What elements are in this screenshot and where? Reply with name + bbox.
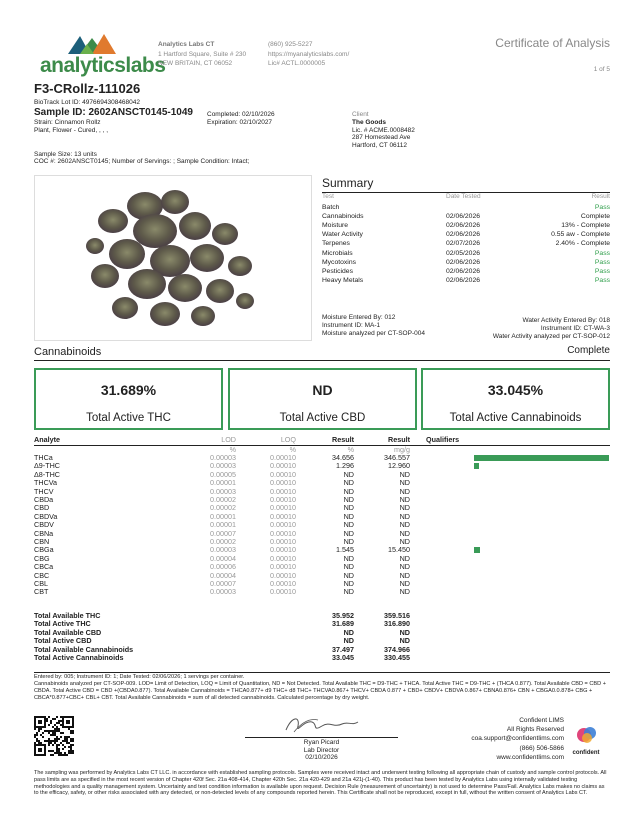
analyte-result-pct: ND [343,562,354,572]
analyte-result-pct: ND [343,503,354,513]
analyte-result-mg: ND [399,570,410,580]
cannabinoids-title: Cannabinoids [34,346,102,358]
client-name: The Goods [352,118,386,126]
summary-row [322,259,610,268]
summary-row [322,213,610,222]
summary-row [322,240,610,249]
expiration-date: Expiration: 02/10/2027 [207,119,273,126]
summary-test: Mycotoxins [322,258,356,266]
analyte-name: THCa [34,453,53,462]
summary-section [322,176,610,346]
analyte-name: CBNa [34,528,54,538]
summary-test: Heavy Metals [322,276,364,284]
coc-info: COC #: 2602ANSCT0145; Number of Servings: ; Sample Condition: Intact; [34,158,250,165]
total-active-cbd-label: Total Active CBD [279,412,366,424]
analyte-result-pct: ND [343,570,354,580]
summary-row [322,231,610,240]
analyte-result-mg: 12.960 [388,461,410,471]
analyte-result-mg: ND [399,537,410,546]
total-name: Total Available THC [34,611,101,620]
analyte-row [34,479,610,487]
analyte-loq: 0.00010 [270,553,296,563]
summary-result: Pass [594,258,610,266]
product-name: F3-CRollz-111026 [34,81,141,96]
summary-date: 02/06/2026 [446,267,481,275]
total-result-mg: 374.966 [384,644,410,654]
analyte-loq: 0.00010 [270,461,296,471]
analyte-row [34,454,610,462]
lab-phone: (860) 925-5227 [268,41,313,48]
analyte-lod: 0.00006 [210,562,236,572]
summary-row [322,204,610,213]
analyte-result-mg: ND [399,587,410,597]
summary-test: Batch [322,204,340,211]
total-row [34,629,610,637]
analyte-lod: 0.00001 [210,511,236,521]
cannabinoid-notes-2: Cannabinoids analyzed per CT-SOP-009. LOD= Limit of Detection, LOQ = Limit of Quantitation, ND = Not Detected. Total Available THC = D9-THC + THCA. Total Active THC = D9-THC + (THCA 0.877). Total Available CBD = CBD + CBDA. Total Active CBD = CBD +(CBDA0.877). Total Available Cannabinoids = THCA0.877+ d9 THC+ d8 THC+ THCVA0.867+ THCV+ CBDA 0.877 + CBD+ CBDV+ CBDVA 0.867+ CBNA0.876+ CBN + CBGA0.0.878+ CBG + CBCA*0.877+CBC+ CBL+ CBT. Total Available Cannabinoids = sum of all detected cannabinoids. Calculated percentage by dry weight. [34,681,607,701]
analyte-name: Δ8-THC [34,469,60,479]
analyte-row [34,513,610,521]
analyte-result-mg: ND [399,478,410,488]
analyte-loq: 0.00010 [270,520,296,530]
analyte-lod: 0.00007 [210,579,236,588]
wa-entered: Water Activity Entered By: 018 [522,317,610,324]
total-active-cbd-box [228,368,417,430]
signature-icon [282,712,362,738]
sample-type: Plant, Flower - Cured, , , , [34,127,109,134]
summary-test: Water Activity [322,231,363,239]
unit-loq: % [289,445,296,454]
sample-id: Sample ID: 2602ANSCT0145-1049 [34,107,193,118]
cannabinoids-status: Complete [567,345,610,356]
summary-date: 02/06/2026 [446,276,481,284]
analyte-name: CBT [34,587,49,597]
analyte-result-pct: ND [343,469,354,479]
analyte-lod: 0.00002 [210,537,236,546]
wa-instrument: Instrument ID: CT-WA-3 [540,325,610,332]
summary-test: Cannabinoids [322,213,364,221]
cannabis-flower-image [35,176,311,340]
total-result-pct: 33.045 [332,653,354,662]
confident-email[interactable]: coa.support@confidentlims.com [471,735,564,743]
moisture-entered: Moisture Entered By: 012 [322,314,396,321]
analyte-result-pct: 34.656 [332,453,354,462]
analyte-result-mg: 346.557 [384,453,410,462]
confident-website[interactable]: www.confidentlims.com [496,753,564,761]
analyte-loq: 0.00010 [270,469,296,479]
summary-result: 13% - Complete [561,222,610,230]
analyte-result-mg: ND [399,495,410,504]
col-analyte: Analyte [34,435,60,444]
analyte-name: CBC [34,570,50,580]
confident-line2: All Rights Reserved [506,726,564,734]
total-result-pct: 35.952 [332,611,354,620]
summary-date: 02/06/2026 [446,258,481,266]
analyte-loq: 0.00010 [270,528,296,538]
analyte-lod: 0.00002 [210,503,236,513]
analyte-result-mg: ND [399,469,410,479]
analyte-row [34,572,610,580]
strain: Strain: Cinnamon Rollz [34,119,101,126]
analyte-name: CBN [34,537,50,546]
analyte-result-pct: ND [343,537,354,546]
total-result-mg: 359.516 [384,611,410,620]
confident-phone: (866) 506-5866 [519,744,564,752]
unit-lod: % [229,445,236,454]
analyte-name: CBGa [34,545,54,555]
signer-name: Ryan Picard [303,739,340,746]
client-city: Hartford, CT 06112 [352,142,408,150]
lab-website[interactable]: https://myanalyticslabs.com/ [268,50,350,58]
analyte-row [34,521,610,529]
analyte-result-pct: ND [343,495,354,504]
analyte-name: CBDV [34,520,54,530]
total-active-cannabinoids-value: 33.045% [487,382,544,398]
analyte-lod: 0.00002 [210,495,236,504]
total-result-pct: 37.497 [332,644,354,654]
signer-title: Lab Director [303,746,340,754]
analyte-result-mg: ND [399,486,410,496]
summary-row [322,277,610,286]
analyte-lod: 0.00005 [210,469,236,479]
analyte-result-pct: ND [343,587,354,597]
total-result-pct: ND [343,636,354,646]
analyte-result-mg: ND [399,579,410,588]
lab-name: Analytics Labs CT [158,41,215,48]
analyte-loq: 0.00010 [270,503,296,513]
summary-test: Microbials [322,249,353,257]
doc-title: Certificate of Analysis [495,36,610,50]
analyte-result-mg: ND [399,528,410,538]
analyte-name: CBG [34,553,50,563]
summary-test: Pesticides [322,267,353,275]
analyte-result-pct: ND [343,520,354,530]
summary-date: 02/05/2026 [446,249,481,257]
analyte-lod: 0.00003 [210,587,236,597]
analyte-lod: 0.00004 [210,553,236,563]
total-active-thc-label: Total Active THC [86,412,171,424]
analyte-name: CBD [34,503,50,513]
analyte-lod: 0.00001 [210,478,236,488]
total-result-pct: ND [343,627,354,637]
analyte-loq: 0.00010 [270,579,296,588]
summary-date: 02/07/2026 [446,240,481,248]
analyte-name: CBDVa [34,511,58,521]
completed-date: Completed: 02/10/2026 [207,111,275,118]
wa-sop: Water Activity analyzed per CT-SOP-012 [492,333,610,340]
analyte-row [34,555,610,563]
total-result-pct: 31.689 [332,619,354,629]
total-name: Total Active THC [34,619,91,629]
col-result-mg: Result [388,435,410,444]
summary-date: 02/06/2026 [446,222,481,230]
analyte-row [34,563,610,571]
analyte-row [34,496,610,504]
sample-size: Sample Size: 13 units [34,151,97,158]
summary-result: Pass [594,204,610,211]
summary-col-result: Result [591,193,610,200]
total-row [34,612,610,620]
analyte-result-mg: ND [399,520,410,530]
analyte-result-mg: ND [399,562,410,572]
lab-address-line1: 1 Hartford Square, Suite # 230 [158,50,247,58]
moisture-instrument: Instrument ID: MA-1 [322,322,381,329]
analyte-row [34,538,610,546]
summary-result: Complete [580,213,610,221]
unit-result-pct: % [347,445,354,454]
analyte-result-pct: ND [343,528,354,538]
analyte-name: THCVa [34,478,58,488]
total-name: Total Available CBD [34,627,102,637]
confident-line1: Confident LIMS [519,717,564,724]
analyte-result-pct: ND [343,486,354,496]
total-name: Total Active CBD [34,636,92,646]
summary-row [322,250,610,259]
cannabinoid-notes: Entered by: 005; Instrument ID: 1; Date Tested: 02/06/2026; 1 servings per container. [34,674,245,680]
analyte-result-mg: 15.450 [388,545,410,555]
total-result-mg: 316.890 [384,619,410,629]
analyte-row [34,471,610,479]
analyte-loq: 0.00010 [270,486,296,496]
summary-col-test: Test [322,193,334,200]
confident-logo [566,725,606,755]
analyte-loq: 0.00010 [270,453,296,462]
analyte-loq: 0.00010 [270,570,296,580]
client-license: Lic. # ACME.0008482 [352,126,415,134]
total-active-thc-box [34,368,223,430]
analyte-row [34,530,610,538]
analyte-row [34,546,610,554]
summary-result: Pass [594,249,610,257]
summary-row [322,268,610,277]
analyte-loq: 0.00010 [270,562,296,572]
analyte-bar [474,463,479,469]
analyte-loq: 0.00010 [270,587,296,597]
signature-date: 02/10/2026 [305,754,338,761]
total-name: Total Available Cannabinoids [34,644,134,654]
total-name: Total Active Cannabinoids [34,653,124,662]
analyte-row [34,588,610,596]
summary-title: Summary [322,176,374,190]
analyte-lod: 0.00004 [210,570,236,580]
analyte-result-mg: ND [399,553,410,563]
col-qualifiers: Qualifiers [426,435,460,444]
analyte-result-pct: 1.296 [336,461,354,471]
analyte-result-pct: ND [343,579,354,588]
confident-logo-text: confident [572,750,600,756]
analyte-result-pct: ND [343,511,354,521]
analyte-loq: 0.00010 [270,537,296,546]
summary-result: 2.40% - Complete [555,240,610,248]
analyte-table-header [34,436,610,444]
summary-date: 02/06/2026 [446,231,481,239]
analyte-lod: 0.00001 [210,520,236,530]
analyte-result-mg: ND [399,503,410,513]
analyte-loq: 0.00010 [270,545,296,555]
total-active-cannabinoids-label: Total Active Cannabinoids [449,412,582,424]
analyte-loq: 0.00010 [270,478,296,488]
total-result-mg: ND [399,636,410,646]
client-street: 287 Homestead Ave [352,134,411,142]
lab-logo [40,32,166,77]
analyte-name: CBDa [34,495,54,504]
analyte-lod: 0.00003 [210,461,236,471]
analyte-row [34,580,610,588]
analyte-result-pct: ND [343,553,354,563]
analyte-result-pct: 1.545 [336,545,354,555]
logo-wordmark: analyticslabs [40,54,166,77]
analyte-loq: 0.00010 [270,511,296,521]
footer-disclaimer: The sampling was performed by Analytics Labs CT LLC. in accordance with established sampling protocols. Samples were received intact and underwent testing following all appropriate chain of custody and sample control protocols. All pass limits are as specified in the most recent version of Chapter 420f Sec. 21a 408-414, Chapter 420h Sec. 21a 420-429 and 21a 421j-(1-40). This product has been tested by Analytics Labs using internally validated testing methodologies and a quality management system. Uncertainty and test condition information is available upon request. Decision Rule (measurement of uncertainty) is not used to determine Pass/Fail. Analytics Labs makes no claims as to the efficacy, safety, or other risks associated with any detected, or non-detected levels of any compounds reported herein. This Certificate shall not be reproduced, except in full, without the written consent of Analytics Labs CT. [34,770,607,797]
analyte-result-mg: ND [399,511,410,521]
total-result-mg: 330.455 [384,653,410,662]
summary-row [322,222,610,231]
analyte-lod: 0.00007 [210,528,236,538]
total-active-cbd-value: ND [312,382,333,398]
col-lod: LOD [221,435,236,444]
analyte-result-pct: ND [343,478,354,488]
analyte-row [34,488,610,496]
lab-address-line2: NEW BRITAIN, CT 06052 [158,60,233,67]
total-row [34,620,610,628]
total-row [34,654,610,662]
biotrack-id: BioTrack Lot ID: 4976694308468042 [34,99,141,106]
analyte-name: THCV [34,486,54,496]
analyte-name: CBL [34,579,48,588]
analyte-bar [474,547,480,553]
logo-text [40,54,165,78]
analyte-row [34,462,610,470]
confident-logo-icon [566,725,606,745]
summary-test: Moisture [322,222,349,230]
col-result-pct: Result [332,435,354,444]
page-number: 1 of 5 [593,66,610,73]
analyte-bar [474,455,609,461]
col-loq: LOQ [280,435,296,444]
summary-col-date: Date Tested [446,193,481,200]
qr-code-icon [34,716,74,756]
analyte-name: CBCa [34,562,54,572]
signature [282,712,362,738]
total-active-cannabinoids-box [421,368,610,430]
analyte-loq: 0.00010 [270,495,296,504]
total-active-thc-value: 31.689% [100,382,157,398]
analyte-name: Δ9-THC [34,461,60,471]
analyte-lod: 0.00003 [210,453,236,462]
summary-result: Pass [594,267,610,275]
summary-test: Terpenes [322,240,350,248]
summary-result: Pass [594,276,610,284]
analyte-lod: 0.00003 [210,486,236,496]
client-label: Client [352,111,369,118]
total-result-mg: ND [399,627,410,637]
analyte-row [34,504,610,512]
lab-license: Lic# ACTL.0000005 [268,60,326,67]
sample-image [34,175,312,341]
summary-result: 0.55 aw - Complete [551,231,610,239]
summary-date: 02/06/2026 [446,213,481,221]
qr-code[interactable] [34,716,74,756]
moisture-sop: Moisture analyzed per CT-SOP-004 [322,330,425,337]
analyte-lod: 0.00003 [210,545,236,555]
unit-result-mg: mg/g [394,445,410,454]
